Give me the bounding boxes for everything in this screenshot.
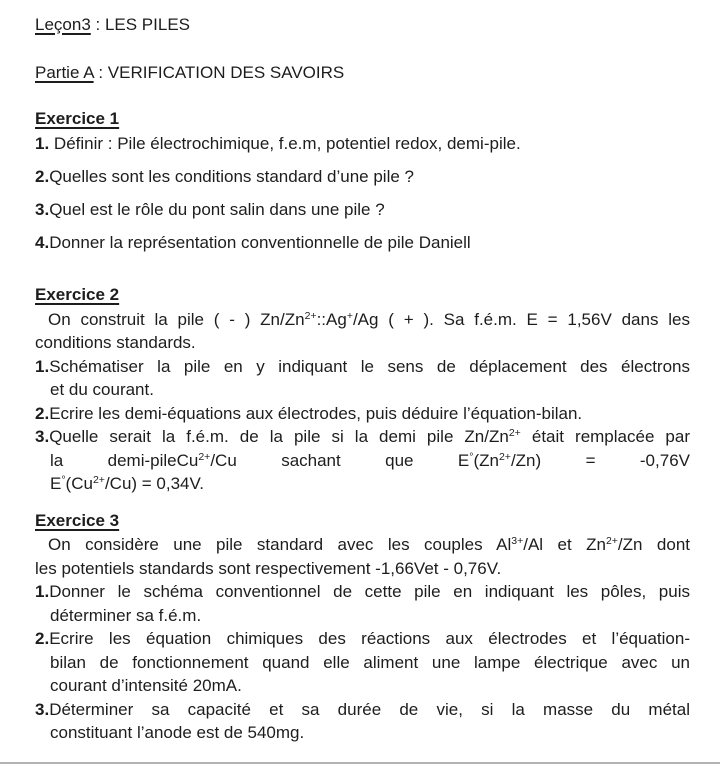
text-line (35, 651, 690, 675)
text-line (35, 402, 690, 426)
item-number: 2. (35, 403, 50, 423)
line-text: $E^\circ(Cu^{2+}/Cu) = 0,34V$. (50, 474, 205, 493)
text-line (35, 472, 690, 496)
item-number: 1. (35, 356, 50, 376)
text-line (35, 378, 690, 402)
item-number: 2. (35, 629, 50, 648)
line-text: déterminer sa f.é.m. (50, 605, 202, 625)
exercise-section (35, 509, 690, 745)
line-text: courant d’intensité 20mA. (50, 676, 242, 695)
line-text: Quel est le rôle du pont salin dans une pile ? (49, 199, 385, 219)
text-line (35, 355, 690, 379)
text-line (35, 132, 690, 156)
text-line (35, 533, 690, 557)
text-line (35, 627, 690, 651)
line-text: Schématiser la pile en y indiquant le sens de déplacement des électrons (49, 356, 690, 376)
line-text: les potentiels standards sont respectivement -1,66Vet - 0,76V. (35, 558, 502, 578)
exercise-item (35, 425, 690, 496)
line-text: Donner la représentation conventionnelle de pile Daniell (49, 232, 471, 252)
exercise-item (35, 698, 690, 745)
text-line (35, 231, 690, 255)
exercise-paragraph (35, 533, 690, 580)
text-line (35, 557, 690, 581)
line-text: et du courant. (50, 380, 154, 399)
line-text: bilan de fonctionnement quand elle aliment une lampe électrique avec un (50, 652, 690, 672)
item-number: 3. (35, 199, 50, 219)
lesson-title-rest: : LES PILES (90, 15, 191, 34)
line-text: Déterminer sa capacité et sa durée de vie, si la masse du métal (49, 699, 690, 719)
item-number: 3. (35, 699, 50, 719)
exercise-section (35, 283, 690, 496)
line-text: conditions standards. (35, 333, 196, 352)
item-number: 1. (35, 133, 50, 153)
section-heading-rest: : VERIFICATION DES SAVOIRS (93, 63, 345, 82)
text-line (35, 425, 690, 449)
line-text: On considère une pile standard avec les couples $Al^{3+}/Al$ et $Zn^{2+}/Zn$ dont (48, 535, 690, 554)
text-line (35, 604, 690, 628)
page-bottom-divider (0, 762, 720, 764)
section-heading-label: Partie A (35, 63, 94, 82)
exercise-heading: Exercice 1 (35, 109, 120, 128)
exercise-item (35, 165, 690, 189)
line-text: Quelles sont les conditions standard d’une pile ? (49, 166, 414, 186)
line-text: Donner le schéma conventionnel de cette pile en indiquant les pôles, puis (49, 582, 690, 601)
text-line (35, 198, 690, 222)
exercise-heading: Exercice 3 (35, 510, 120, 530)
lesson-title-label: Leçon3 (35, 15, 91, 34)
text-line (35, 308, 690, 332)
exercise-item (35, 580, 690, 627)
exercises (35, 107, 690, 745)
text-line (35, 721, 690, 745)
text-line (35, 165, 690, 189)
item-number: 4. (35, 232, 50, 252)
line-text: On construit la pile ( - ) $Zn/Zn^{2+}::Ag^+/Ag$ ( + ). Sa f.é.m. E = 1,56V dans les (48, 309, 690, 329)
item-number: 2. (35, 166, 50, 186)
text-line (35, 580, 690, 604)
text-line (35, 698, 690, 722)
exercise-item (35, 132, 690, 156)
item-number: 3. (35, 427, 50, 446)
line-text: Ecrire les demi-équations aux électrodes, puis déduire l’équation-bilan. (49, 403, 583, 423)
text-line (35, 331, 690, 355)
line-text: Quelle serait la f.é.m. de la pile si la demi pile $Zn/Zn^{2+}$ était remplacée par (49, 427, 691, 446)
exercise-item (35, 627, 690, 698)
exercise-section (35, 107, 690, 254)
item-number: 1. (35, 582, 50, 601)
line-text: constituant l’anode est de 540mg. (50, 723, 305, 742)
section-heading (35, 61, 690, 85)
exercise-item (35, 231, 690, 255)
exercise-item (35, 355, 690, 402)
exercise-heading: Exercice 2 (35, 285, 120, 304)
line-text: la demi-pileCu$^{2+}$/Cu sachant que $E^\circ(Zn^{2+}/Zn) = -0,76V$ (50, 450, 690, 470)
line-text: Ecrire les équation chimiques des réactions aux électrodes et l’équation- (49, 629, 690, 648)
text-line (35, 449, 690, 473)
exercise-paragraph (35, 308, 690, 355)
line-text: Définir : Pile électrochimique, f.e.m, potentiel redox, demi-pile. (49, 133, 521, 153)
exercise-item (35, 198, 690, 222)
lesson-title (35, 13, 690, 37)
exercise-item (35, 402, 690, 426)
text-line (35, 674, 690, 698)
